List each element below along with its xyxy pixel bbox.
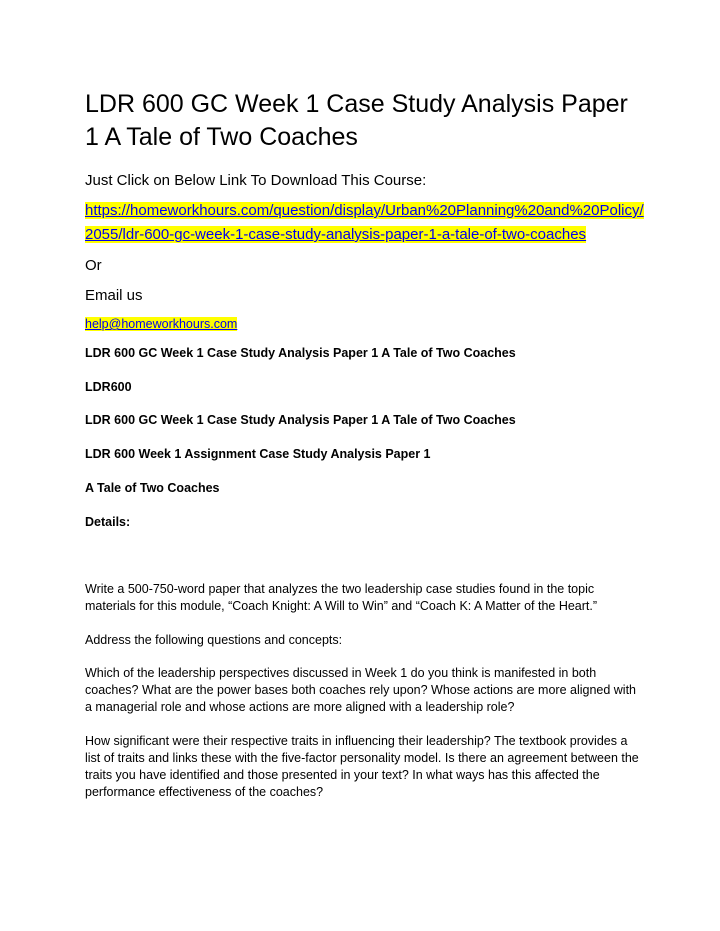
heading-subtitle: A Tale of Two Coaches bbox=[85, 481, 220, 495]
paragraph-address: Address the following questions and concepts: bbox=[85, 633, 343, 647]
download-link-text[interactable]: https://homeworkhours.com/question/display/Urban%20Planning%20and%20Policy/2055/ldr-600-gc-week-1-case-study-analysis-paper-1-a-tale-of-two-coaches bbox=[85, 202, 644, 243]
email-prompt: Email us bbox=[85, 287, 143, 304]
heading-assignment: LDR 600 Week 1 Assignment Case Study Analysis Paper 1 bbox=[85, 447, 431, 461]
paragraph-traits: How significant were their respective traits in influencing their leadership? The textbook provides a list of traits and links these with the five-factor personality model. Is there an agreement between the traits you have identified and those presented in your text? In what ways has this affected the performance effectiveness of the coaches? bbox=[85, 734, 639, 799]
heading-course-title: LDR 600 GC Week 1 Case Study Analysis Paper 1 A Tale of Two Coaches bbox=[85, 346, 516, 360]
email-link[interactable] bbox=[85, 316, 237, 332]
paragraph-task: Write a 500-750-word paper that analyzes the two leadership case studies found in the topic materials for this module, “Coach Knight: A Will to Win” and “Coach K: A Matter of the Heart.” bbox=[85, 582, 598, 613]
download-link[interactable] bbox=[85, 199, 645, 247]
heading-details: Details: bbox=[85, 515, 131, 529]
email-link-text[interactable]: help@homeworkhours.com bbox=[85, 317, 238, 331]
paragraph-questions: Which of the leadership perspectives discussed in Week 1 do you think is manifested in both coaches? What are the power bases both coaches rely upon? Whose actions are more aligned with a managerial role and whose actions are more aligned with a leadership role? bbox=[85, 666, 637, 714]
document-title: LDR 600 GC Week 1 Case Study Analysis Paper 1 A Tale of Two Coaches bbox=[85, 90, 628, 151]
heading-course-code: LDR600 bbox=[85, 380, 132, 394]
download-prompt: Just Click on Below Link To Download This Course: bbox=[85, 172, 427, 189]
heading-course-title-repeat: LDR 600 GC Week 1 Case Study Analysis Paper 1 A Tale of Two Coaches bbox=[85, 413, 516, 427]
or-text: Or bbox=[85, 257, 102, 274]
